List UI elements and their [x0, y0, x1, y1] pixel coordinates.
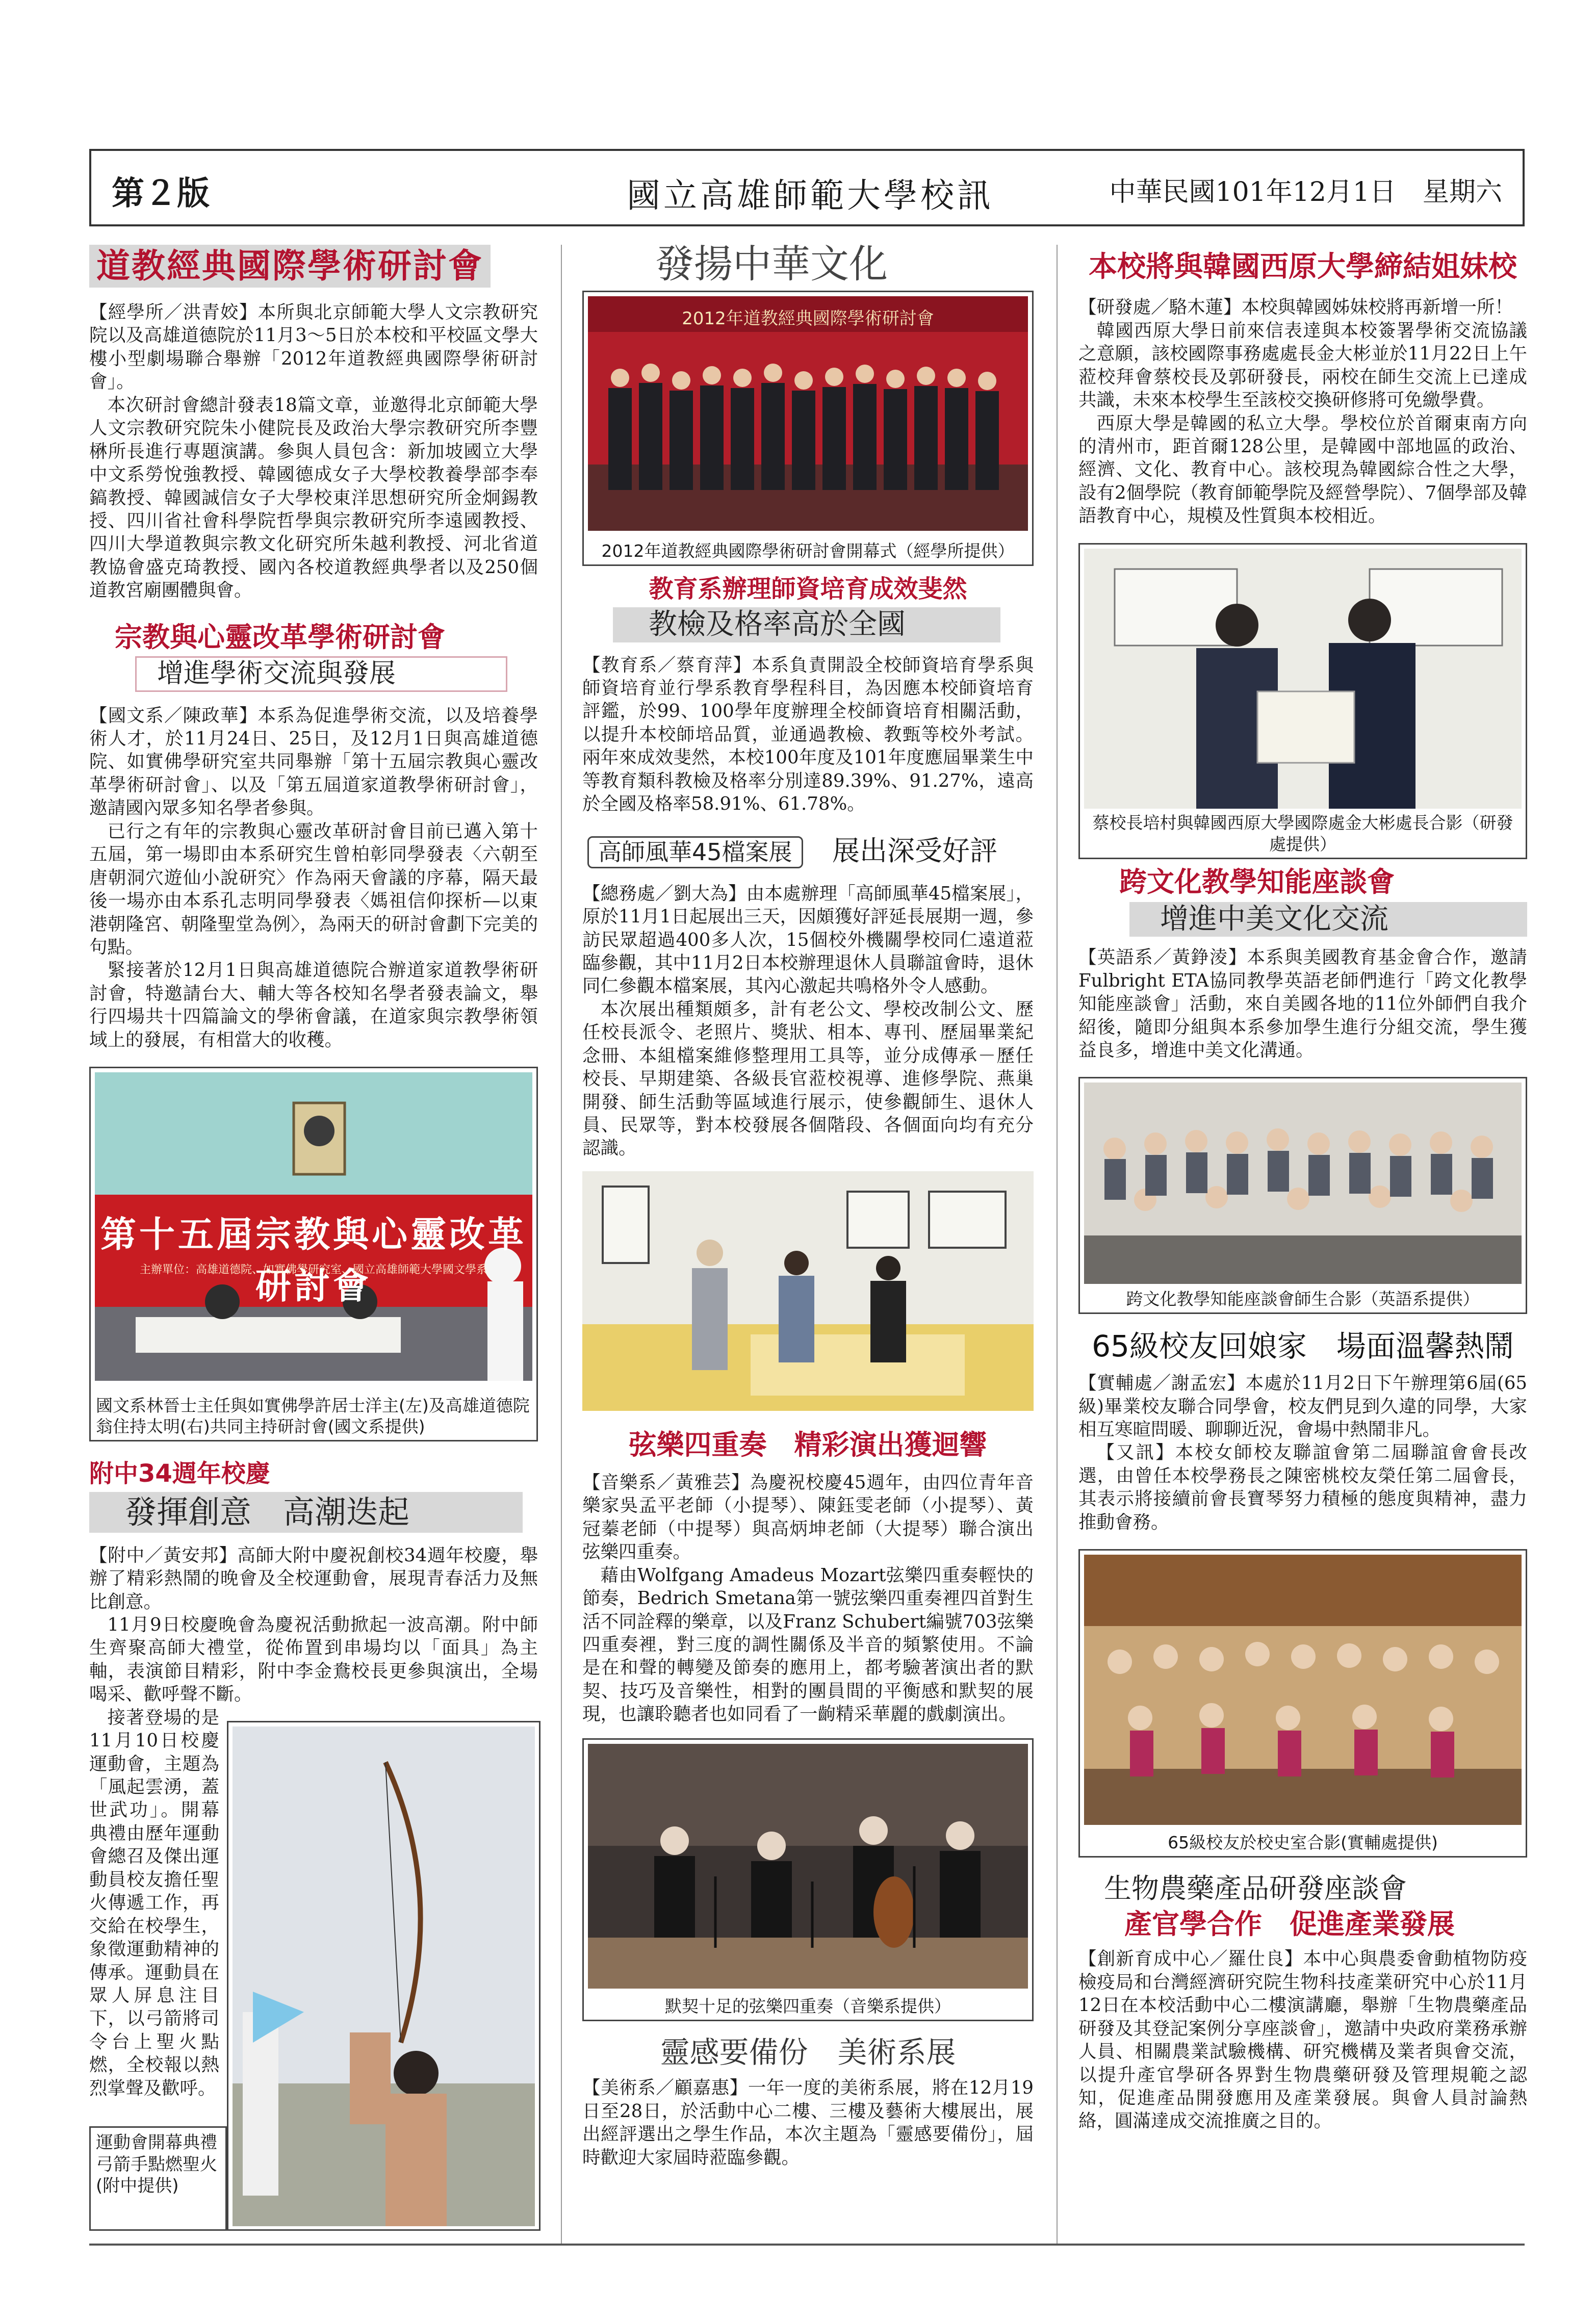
taoism-body — [89, 301, 538, 602]
crosscultural-body — [1078, 946, 1527, 1062]
crosscultural-illustration — [1084, 1083, 1522, 1284]
crosscultural-para: 【英語系／黃錚淩】本系與美國教育基金會合作，邀請Fulbright ETA協同教學英語老師們進行「跨文化教學知能座談會」活動，來自美國各地的11位外師們自我介紹後，隨即分組與本系參加學生進行分組交流，學生獲益良多，增進中美文化溝通。 — [1078, 947, 1527, 1061]
crosscultural-photo-image — [1084, 1083, 1522, 1284]
bottom-rule — [89, 2244, 1525, 2246]
exhibition-illustration — [582, 1171, 1034, 1411]
exhibition-photo — [582, 1171, 1034, 1411]
alumni-para: 【實輔處／謝孟宏】本處於11月2日下午辦理第6屆(65級)畢業校友聯合同學會，校友們見到久違的同學，大家相互寒暄問暖、聊聊近況，會場中熱鬧非凡。 — [1078, 1373, 1527, 1440]
column-divider — [561, 245, 562, 2244]
crosscultural-headline-block — [1078, 866, 1527, 937]
taoism-subhead: 發揚中華文化 — [655, 241, 888, 287]
alumni-para: 【又訊】本校女師校友聯誼會第二屆聯誼會會長改選，由曾任本校學務長之陳密桃校友榮任第二屆會長，其表示將接續前會長寶琴努力積極的態度與精神，盡力推動會務。 — [1078, 1442, 1527, 1533]
taoism-banner-text: 2012年道教經典國際學術研討會 — [682, 308, 934, 329]
taoism-para: 本次研討會總計發表18篇文章，並邀得北京師範大學人文宗教研究院朱小健院長及政治大學宗教研究所李豐楙所長進行專題演講。參與人員包含：新加坡國立大學中文系勞悅強教授、韓國德成女子大學校教養學部李奉鎬教授、韓國誠信女子大學校東洋思想研究所金炯錫教授、四川省社會科學院哲學與宗教研究所李遠國教授、四川大學道教與宗教文化研究所朱越利教授、河北省道教協會盛克琦教授、國內各校道教經典學者以及250個道教宮廟團體與會。 — [89, 394, 538, 601]
religion-banner-text: 第十五屆宗教與心靈改革研討會 — [100, 1214, 527, 1307]
sister-headline-block — [1078, 251, 1527, 284]
agri-para: 【創新育成中心／羅仕良】本中心與農委會動植物防疫檢疫局和台灣經濟研究院生物科技產業研究中心於11月12日在本校活動中心二樓演講廳，舉辦「生物農藥產品研發及其登記案例分享座談會」，邀請中央政府業務承辦人員、相關農業試驗機構、研究機構及業者與會交流，以提升產官學研各界對生物農藥研發及管理規範之認知，促進產品開發應用及產業發展。與會人員討論熱絡，圓滿達成交流推廣之目的。 — [1078, 1948, 1527, 2132]
alumni-photo — [1078, 1549, 1527, 1858]
edition-label: 第２版 — [112, 174, 210, 213]
anniversary-para: 接著登場的是11月10日校慶運動會，主題為「風起雲湧，蓋世武功」。開幕典禮由歷年運動會總召及傑出運動員校友擔任聖火傳遞工作，再交給在校學生，象徵運動精神的傳承。運動員在眾人屏息注目下，以弓箭將司令台上聖火點燃，全校報以熱烈掌聲及歡呼。 — [89, 1707, 219, 2099]
quartet-para: 【音樂系／黃雅芸】為慶祝校慶45週年，由四位青年音樂家吳孟平老師（小提琴）、陳鈺雯老師（小提琴）、黃冠蓁老師（中提琴）與高炳坤老師（大提琴）聯合演出弦樂四重奏。 — [582, 1472, 1034, 1563]
religion-body — [89, 704, 538, 1052]
anniversary-para: 11月9日校慶晚會為慶祝活動掀起一波高潮。附中師生齊聚高師大禮堂，從佈置到串場均以「面具」為主軸，表演節目精彩，附中李金鴦校長更參與演出，全場喝采、歡呼聲不斷。 — [89, 1614, 538, 1705]
exhibition-para: 【總務處／劉大為】由本處辦理「高師風華45檔案展」，原於11月1日起展出三天，因頗獲好評延長展期一週，參訪民眾超過400多人次，15個校外機關學校同仁遠道蒞臨參觀，其中11月2日本校辦理退休人員聯誼會時，退休同仁參觀本檔案展，其內心激起共鳴格外令人感動。 — [582, 883, 1034, 997]
sister-body — [1078, 296, 1527, 527]
alumni-photo-image — [1084, 1555, 1522, 1825]
art-headline: 靈感要備份 美術系展 — [660, 2034, 956, 2070]
quartet-photo-caption: 默契十足的弦樂四重奏（音樂系提供） — [665, 1996, 951, 2016]
religion-photo-caption: 國文系林晉士主任與如實佛學許居士洋主(左)及高雄道德院翁住持太明(右)共同主持研討會(國文系提供) — [96, 1395, 530, 1436]
sister-para: 韓國西原大學日前來信表達與本校簽署學術交流協議之意願，該校國際事務處處長金大彬並於11月22日上午蒞校拜會蔡校長及郭研發長，兩校在師生交流上已達成共識，未來本校學生至該校交換研修將可免繳學費。 — [1078, 320, 1527, 411]
sister-photo — [1078, 543, 1527, 859]
anniversary-headline-block — [89, 1460, 538, 1532]
paper-name: 國立高雄師範大學校訊 — [627, 176, 994, 215]
sister-para: 【研發處／駱木蓮】本校與韓國姊妹校將再新增一所！ — [1078, 297, 1513, 318]
education-body — [582, 654, 1034, 816]
alumni-headline: 65級校友回娘家 場面溫馨熱鬧 — [1092, 1329, 1514, 1364]
religion-para: 緊接著於12月1日與高雄道德院合辦道家道教學術研討會，特邀請台大、輔大等各校知名學者發表論文，舉行四場共十四篇論文的學術會議，在道家與宗教學術領域上的發展，有相當大的收穫。 — [89, 960, 538, 1050]
religion-photo-image — [95, 1072, 532, 1381]
sister-photo-caption: 蔡校長培村與韓國西原大學國際處金大彬處長合影（研發處提供） — [1092, 813, 1513, 854]
quartet-illustration — [588, 1744, 1028, 1989]
religion-para: 【國文系／陳政華】本系為促進學術交流，以及培養學術人才，於11月24日、25日，及12月1日與高雄道德院、如實佛學研究室共同舉辦「第十五屆宗教與心靈改革學術研討會」、以及「第五屆道家道教學術研討會」，邀請國內眾多知名學者參與。 — [89, 705, 538, 819]
anniversary-headline: 附中34週年校慶 — [89, 1459, 270, 1488]
crosscultural-photo-caption: 跨文化教學知能座談會師生合影（英語系提供） — [1126, 1289, 1480, 1309]
column-2 — [582, 291, 1034, 2169]
exhibition-photo-image — [582, 1171, 1034, 1411]
anniversary-body — [89, 1544, 538, 1706]
religion-banner-subtext: 主辦單位：高雄道德院、如實佛學研究室、國立高雄師範大學國文學系 — [139, 1264, 487, 1277]
alumni-photo-caption: 65級校友於校史室合影(實輔處提供) — [1168, 1832, 1438, 1852]
taoism-photo-image — [588, 296, 1028, 531]
exhibition-para: 本次展出種類頗多，計有老公文、學校改制公文、歷任校長派令、老照片、獎狀、相本、專刊、歷屆畢業紀念冊、本組檔案維修整理用工具等，並分成傳承－歷任校長、早期建築、各級長官蒞校視導、進修學院、燕巢開發、師生活動等區域進行展示，使參觀師生、退休人員、民眾等，對本校發展各個階段、各個面向均有充分認識。 — [582, 998, 1034, 1159]
sister-photo-image — [1084, 549, 1522, 809]
agri-subhead: 產官學合作 促進產業發展 — [1124, 1908, 1455, 1941]
archer-photo-image — [233, 1727, 535, 2226]
quartet-para: 藉由Wolfgang Amadeus Mozart弦樂四重奏輕快的節奏，Bedrich Smetana第一號弦樂四重奏裡四首對生活不同詮釋的樂章，以及Franz Schubert編號703弦樂四重奏裡，對三度的調性關係及半音的頻繁使用。不論是在和聲的轉變及節奏的應用上，都考驗著演出者的默契、技巧及音樂性，相對的團員間的平衡感和默契的展現，也讓聆聽者也如同看了一齣精采華麗的戲劇演出。 — [582, 1564, 1034, 1725]
religion-subhead: 增進學術交流與發展 — [135, 656, 507, 692]
education-headline-block — [582, 575, 1034, 642]
crosscultural-subhead: 增進中美文化交流 — [1129, 902, 1527, 937]
art-body — [582, 2076, 1034, 2169]
exhibition-headline-rest: 展出深受好評 — [832, 834, 997, 867]
sister-para: 西原大學是韓國的私立大學。學校位於首爾東南方向的清州市，距首爾128公里，是韓國中部地區的政治、經濟、文化、教育中心。該校現為韓國綜合性之大學，設有2個學院（教育師範學院及經營學院）、7個學部及韓語教育中心，規模及性質與本校相近。 — [1078, 413, 1527, 527]
education-para: 【教育系／蔡育萍】本系負責開設全校師資培育學系與師資培育並行學系教育學程科目，為因應本校師資培育評鑑，於99、100學年度辦理全校師資培育相關活動，以提升本校師培品質，並通過教檢、教甄等校外考試。兩年來成效斐然，本校100年度及101年度應屆畢業生中等教育類科教檢及格率分別達89.39%、91.27%，遠高於全國及格率58.91%、61.78%。 — [582, 654, 1034, 815]
agri-headline-block — [1078, 1873, 1527, 1940]
crosscultural-photo — [1078, 1077, 1527, 1314]
quartet-photo-image — [588, 1744, 1028, 1989]
agri-headline: 生物農藥產品研發座談會 — [1104, 1872, 1407, 1905]
taoism-headline-row — [89, 241, 1007, 291]
taoism-photo — [582, 291, 1034, 566]
quartet-body — [582, 1471, 1034, 1726]
quartet-headline-block — [582, 1429, 1034, 1461]
anniversary-body-continued — [89, 1706, 219, 2100]
crosscultural-headline: 跨文化教學知能座談會 — [1119, 865, 1395, 898]
religion-para: 已行之有年的宗教與心靈改革研討會目前已邁入第十五屆，第一場即由本系研究生曾柏彰同學發表〈六朝至唐朝洞穴遊仙小說研究〉作為兩天會議的序幕，隔天最後一場亦由本系孔志明同學發表〈媽祖信仰探析—以東港朝隆宮、朝隆聖堂為例〉，為兩天的研討會劃下完美的句點。 — [89, 820, 538, 958]
taoism-para: 【經學所／洪青姣】本所與北京師範大學人文宗教研究院以及高雄道德院於11月3～5日於本校和平校區文學大樓小型劇場聯合舉辦「2012年道教經典國際學術研討會」。 — [89, 302, 538, 393]
quartet-photo — [582, 1738, 1034, 2021]
signing-illustration — [1084, 549, 1522, 809]
art-para: 【美術系／顧嘉惠】一年一度的美術系展，將在12月19日至28日，於活動中心二樓、三樓及藝術大樓展出，展出經評選出之學生作品，本次主題為「靈感要備份」，屆時歡迎大家屆時蒞臨參觀。 — [582, 2077, 1034, 2168]
exhibition-body — [582, 882, 1034, 1160]
agri-body — [1078, 1947, 1527, 2133]
quartet-headline: 弦樂四重奏 精彩演出獲迴響 — [629, 1428, 987, 1461]
religion-photo — [89, 1067, 538, 1441]
education-subhead: 教檢及格率高於全國 — [613, 607, 1000, 642]
masthead — [89, 149, 1525, 226]
taoism-headline: 道教經典國際學術研討會 — [89, 245, 491, 288]
column-divider — [1057, 245, 1058, 2244]
exhibition-headline-block — [582, 836, 1034, 872]
education-headline: 教育系辦理師資培育成效斐然 — [649, 575, 967, 603]
exhibition-headline-boxed: 高師風華45檔案展 — [587, 836, 803, 868]
alumni-body — [1078, 1372, 1527, 1534]
column-3 — [1078, 251, 1527, 2133]
anniversary-subhead: 發揮創意 高潮迭起 — [89, 1492, 523, 1532]
group-photo-illustration — [588, 296, 1028, 531]
archer-photo — [227, 1721, 540, 2231]
archer-photo-caption: 運動會開幕典禮弓箭手點燃聖火(附中提供) — [96, 2132, 217, 2196]
religion-headline-block — [89, 622, 538, 692]
alumni-illustration — [1084, 1555, 1522, 1825]
taoism-photo-caption: 2012年道教經典國際學術研討會開幕式（經學所提供） — [601, 540, 1015, 561]
sister-headline: 本校將與韓國西原大學締結姐妹校 — [1089, 250, 1517, 284]
anniversary-para: 【附中／黃安邦】高師大附中慶祝創校34週年校慶，舉辦了精彩熱鬧的晚會及全校運動會，展現青春活力及無比創意。 — [89, 1544, 538, 1612]
art-headline-block — [582, 2035, 1034, 2070]
religion-headline: 宗教與心靈改革學術研討會 — [115, 621, 445, 653]
archer-illustration — [233, 1727, 535, 2226]
issue-date: 中華民國101年12月1日 星期六 — [1109, 177, 1502, 208]
archer-caption-box — [89, 2126, 227, 2231]
alumni-headline-block — [1078, 1329, 1527, 1363]
